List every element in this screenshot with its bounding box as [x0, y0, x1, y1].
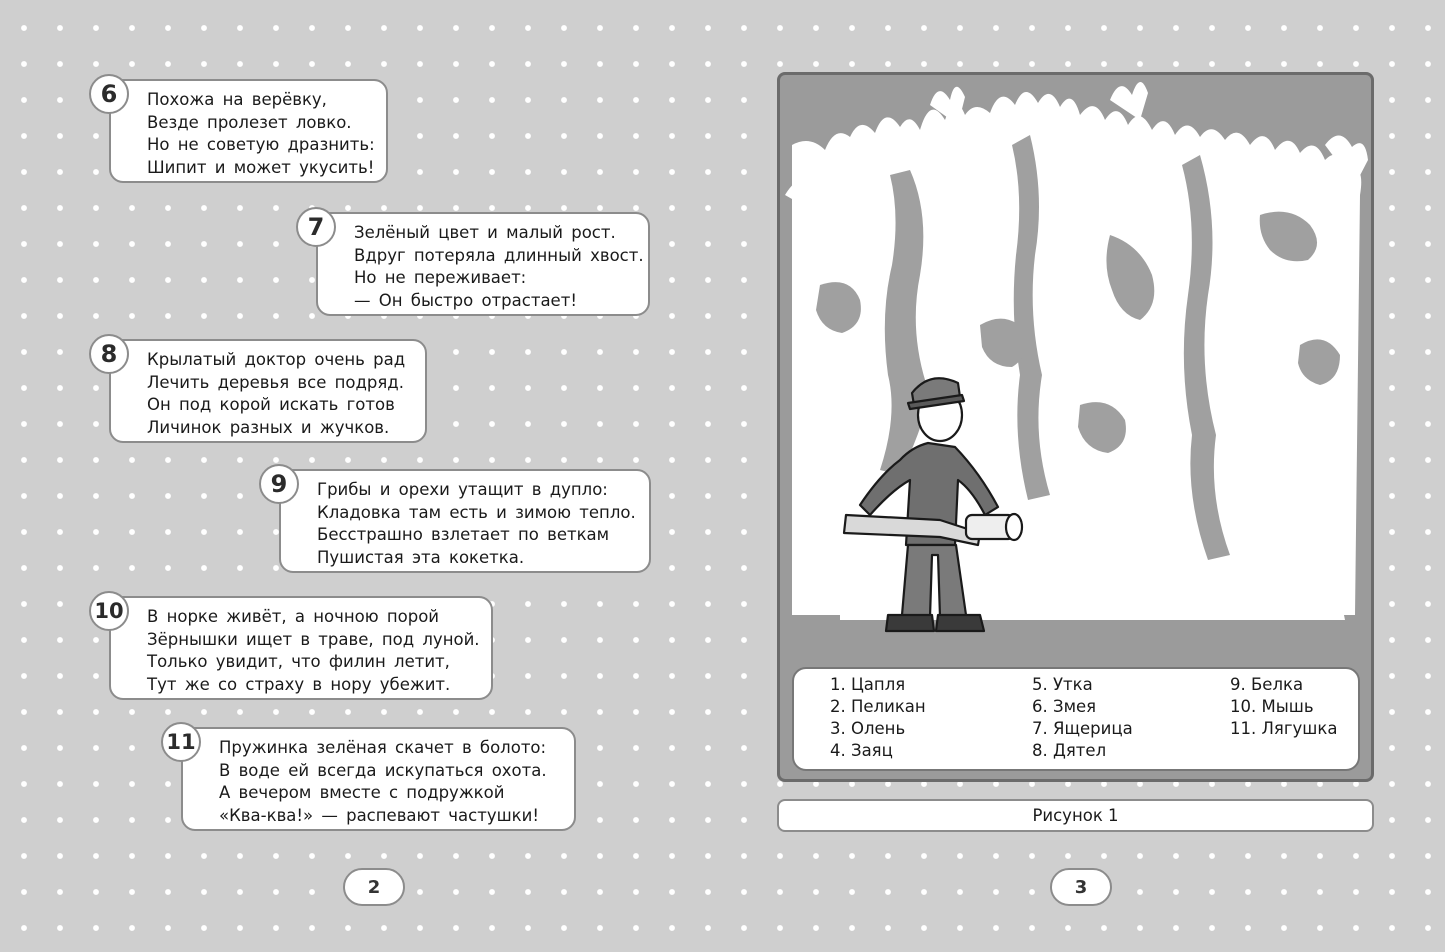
legend-item: 1. Цапля — [830, 675, 906, 694]
riddle-line: Но не переживает: — [354, 268, 527, 287]
legend-item: 2. Пеликан — [830, 697, 926, 716]
riddle-6-number: 6 — [89, 74, 129, 114]
riddle-line: Пушистая эта кокетка. — [317, 547, 525, 567]
legend-item: 8. Дятел — [1032, 741, 1107, 760]
legend-item: 3. Олень — [830, 719, 906, 738]
riddle-11-box — [181, 727, 576, 831]
legend-item: 6. Змея — [1032, 697, 1097, 716]
legend-item: 11. Лягушка — [1230, 719, 1338, 738]
riddle-line: «Ква-ква!» — распевают частушки! — [219, 805, 539, 825]
riddle-line: Бесстрашно взлетает по веткам — [317, 525, 610, 544]
riddle-line: Только увидит, что филин летит, — [147, 652, 450, 671]
riddle-line: Тут же со страху в нору убежит. — [147, 674, 451, 694]
page-number-right: 3 — [1050, 868, 1112, 906]
riddle-line: Кладовка там есть и зимою тепло. — [317, 502, 636, 522]
riddle-line: Грибы и орехи утащит в дупло: — [317, 480, 608, 499]
legend-item: 7. Ящерица — [1032, 719, 1133, 738]
riddle-10-box — [109, 596, 493, 700]
riddle-line: В воде ей всегда искупаться охота. — [219, 760, 547, 780]
riddle-9-number: 9 — [259, 464, 299, 504]
riddle-line: Но не советую дразнить: — [147, 135, 375, 154]
riddle-line: — Он быстро отрастает! — [354, 290, 577, 310]
riddle-11-number: 11 — [161, 722, 201, 762]
legend-item: 9. Белка — [1230, 675, 1304, 694]
riddle-line: Он под корой искать готов — [147, 395, 395, 414]
legend-item: 5. Утка — [1032, 675, 1093, 694]
riddle-line: Похожа на верёвку, — [147, 90, 327, 109]
riddle-9-box — [279, 469, 651, 573]
riddle-line: Личинок разных и жучков. — [147, 417, 390, 437]
riddle-line: Крылатый доктор очень рад — [147, 350, 406, 369]
riddle-line: Зёрнышки ищет в траве, под луной. — [147, 629, 480, 649]
riddle-line: Лечить деревья все подряд. — [147, 372, 404, 392]
riddle-7-box — [316, 212, 650, 316]
riddle-line: Шипит и может укусить! — [147, 157, 375, 177]
riddle-8-box — [109, 339, 427, 443]
riddle-8-number: 8 — [89, 334, 129, 374]
page-number-left: 2 — [343, 868, 405, 906]
riddle-10-number: 10 — [89, 591, 129, 631]
riddle-7-number: 7 — [296, 207, 336, 247]
animals-legend — [792, 667, 1360, 771]
riddle-line: Везде пролезет ловко. — [147, 112, 352, 132]
riddle-line: А вечером вместе с подружкой — [219, 783, 505, 802]
riddle-line: В норке живёт, а ночною порой — [147, 607, 440, 626]
riddle-6-box — [109, 79, 388, 183]
figure-caption: Рисунок 1 — [777, 799, 1374, 832]
legend-item: 10. Мышь — [1230, 697, 1314, 716]
riddle-line: Вдруг потеряла длинный хвост. — [354, 245, 644, 265]
legend-item: 4. Заяц — [830, 741, 893, 760]
riddle-line: Пружинка зелёная скачет в болото: — [219, 738, 547, 757]
hidden-animals-picture — [777, 72, 1374, 782]
riddle-line: Зелёный цвет и малый рост. — [354, 223, 616, 242]
